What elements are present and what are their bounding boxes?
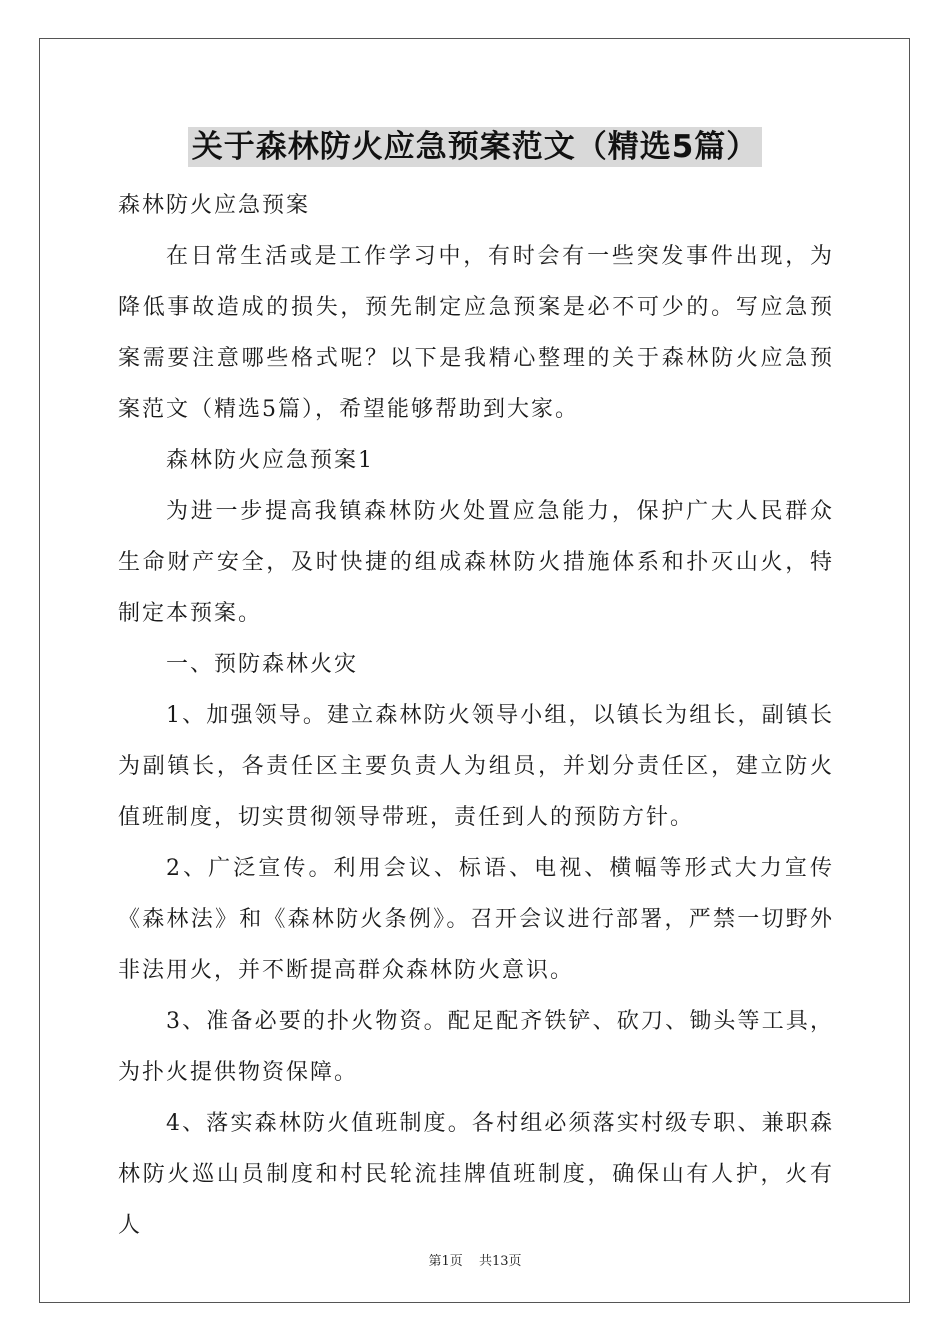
plan-1-intro-paragraph: 为进一步提高我镇森林防火处置应急能力，保护广大人民群众生命财产安全，及时快捷的组成森林防火措施体系和扑灭山火，特制定本预案。 [118,499,834,626]
item-4-paragraph: 4、落实森林防火值班制度。各村组必须落实村级专职、兼职森林防火巡山员制度和村民轮流挂牌值班制度，确保山有人护，火有人 [118,1111,834,1238]
document-subtitle: 森林防火应急预案 [118,193,311,218]
title-container [0,127,950,167]
intro-paragraph: 在日常生活或是工作学习中，有时会有一些突发事件出现，为降低事故造成的损失，预先制定应急预案是必不可少的。写应急预案需要注意哪些格式呢？以下是我精心整理的关于森林防火应急预案范文（精选5篇），希望能够帮助到大家。 [118,244,834,422]
section-heading-prevention: 一、预防森林火灾 [166,652,359,677]
page-footer [0,1250,950,1269]
item-3-paragraph: 3、准备必要的扑火物资。配足配齐铁铲、砍刀、锄头等工具，为扑火提供物资保障。 [118,1009,834,1085]
page-total: 共13页 [478,1254,522,1269]
item-1-paragraph: 1、加强领导。建立森林防火领导小组，以镇长为组长，副镇长为副镇长，各责任区主要负责人为组员，并划分责任区，建立防火值班制度，切实贯彻领导带班，责任到人的预防方针。 [118,703,834,830]
section-heading-plan-1: 森林防火应急预案1 [166,448,374,473]
item-2-paragraph: 2、广泛宣传。利用会议、标语、电视、横幅等形式大力宣传《森林法》和《森林防火条例》。召开会议进行部署，严禁一切野外非法用火，并不断提高群众森林防火意识。 [118,856,834,983]
page-number: 第1页 [428,1254,463,1269]
document-body [118,180,834,1251]
document-title: 关于森林防火应急预案范文（精选5篇） [188,127,763,167]
